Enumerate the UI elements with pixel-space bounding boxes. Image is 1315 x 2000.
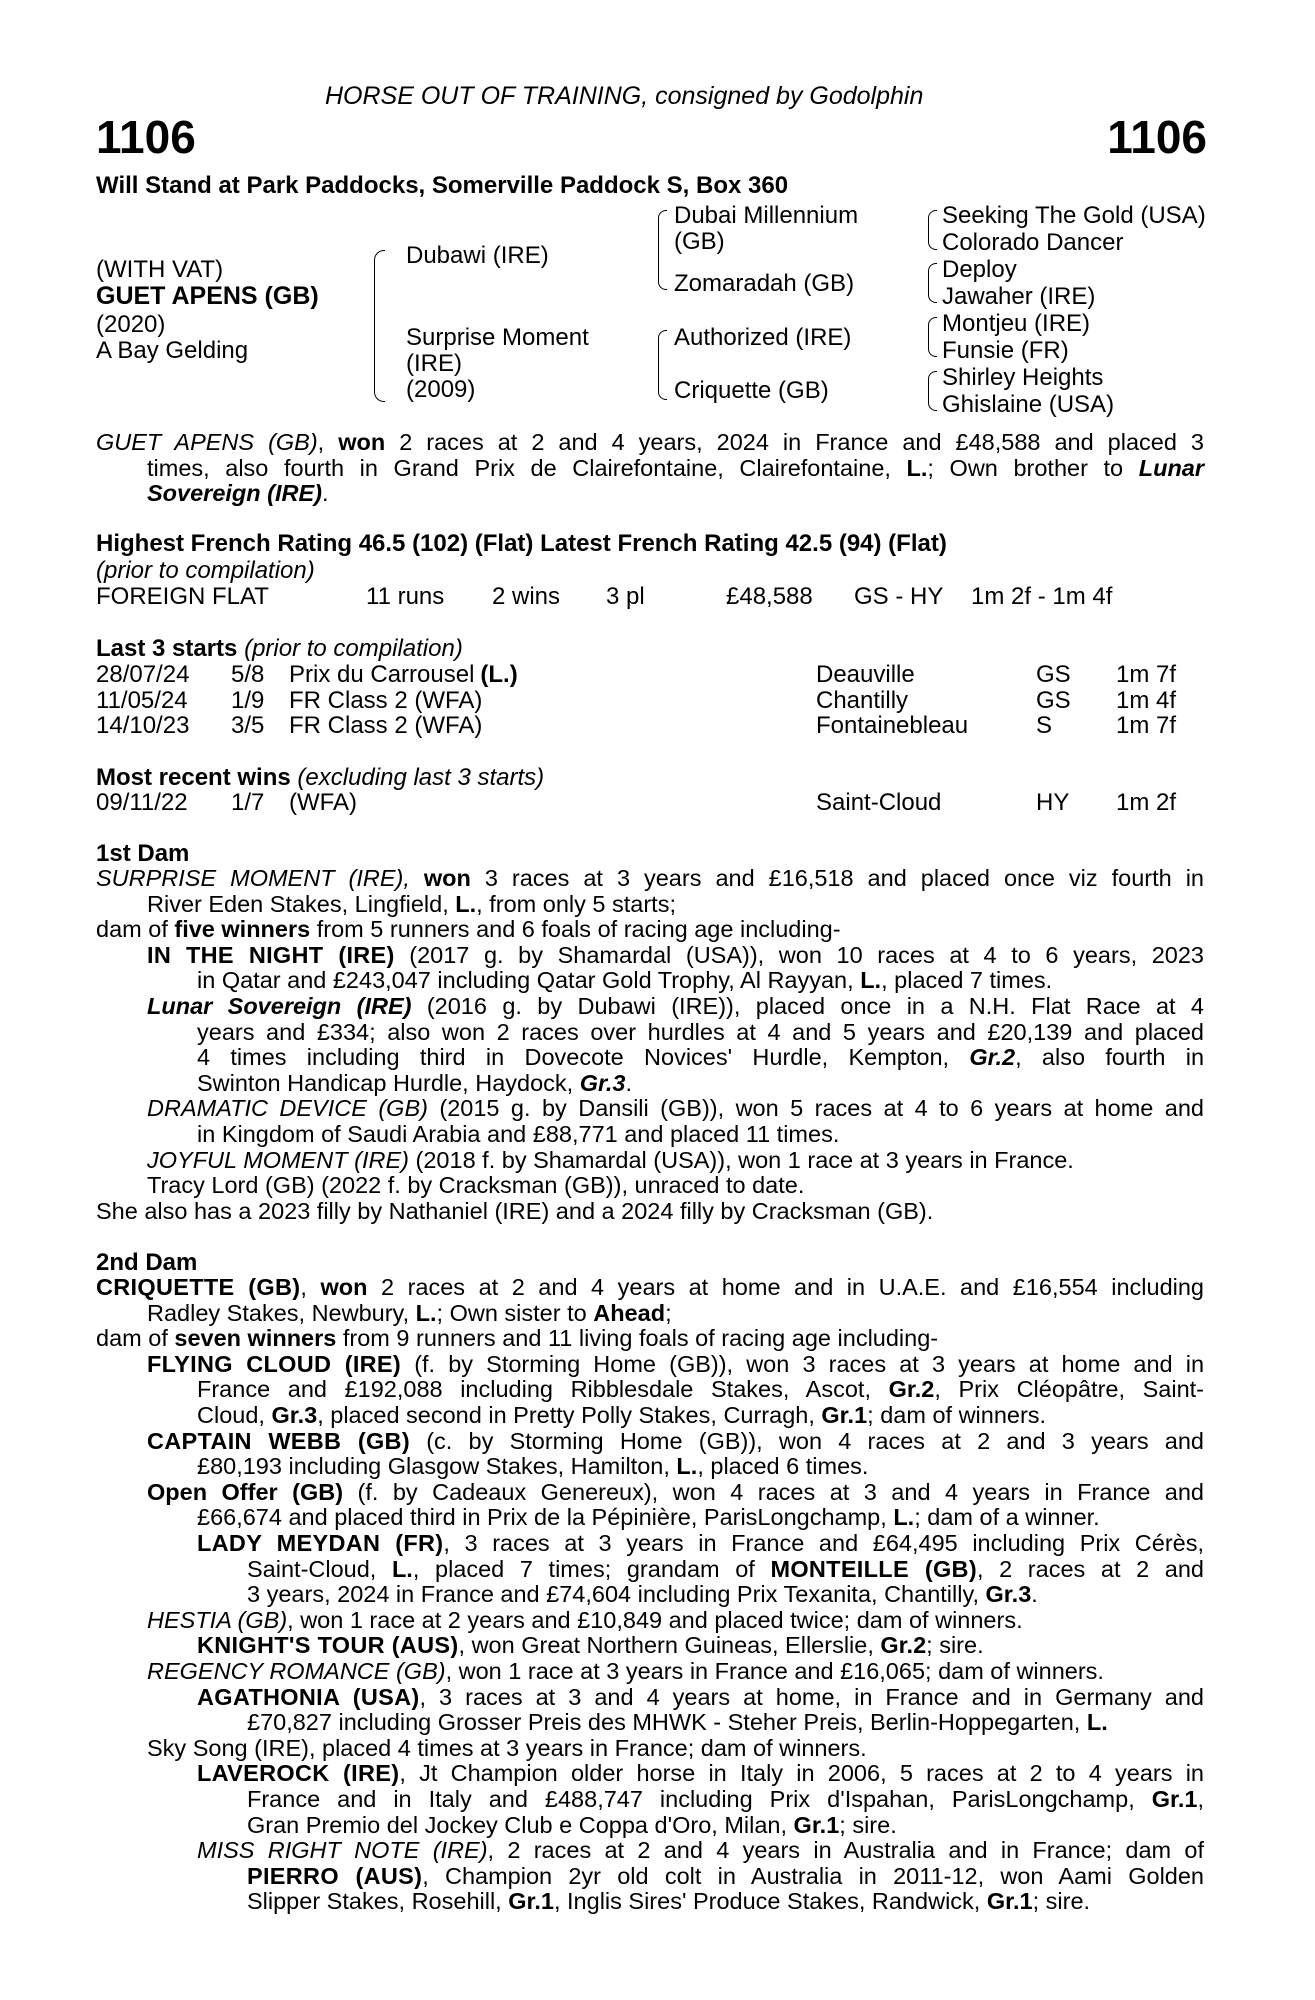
grade-label: Gr.2 <box>880 1632 927 1659</box>
produce-text: , 3 races at 3 and 4 years at home, in France and in Germany and <box>419 1683 1204 1710</box>
race-name: Prix du Carrousel <box>289 661 475 688</box>
produce-text: , won 1 race at 2 years and £10,849 and placed twice; dam of winners. <box>287 1606 1023 1633</box>
pedigree-sds: Deploy <box>942 256 1017 283</box>
grade-label: L. <box>391 1555 413 1582</box>
horse-year: (2020) <box>96 311 166 338</box>
summary-text: ; Own brother to <box>927 454 1124 481</box>
produce-text: , Jt Champion older horse in Italy in 2006, 5 races at 2 to 4 years in <box>399 1760 1204 1787</box>
grade-label: Gr.1 <box>1151 1786 1198 1812</box>
dam-text: , from only 5 starts; <box>476 890 676 917</box>
produce-text: Gran Premio del Jockey Club e Coppa d'Oro, Milan, <box>247 1811 788 1838</box>
produce-text: years and £334; also won 2 races over hurdles at 4 and 5 years and £20,139 and placed <box>197 1018 1204 1045</box>
produce-text: ; sire. <box>926 1632 984 1659</box>
produce-text: £80,193 including Glasgow Stakes, Hamilton, <box>197 1453 670 1480</box>
stat-earnings: £48,588 <box>726 583 813 610</box>
pedigree-bracket <box>658 330 667 400</box>
grade-label: L. <box>860 967 882 994</box>
race-date: 14/10/23 <box>96 712 190 740</box>
produce-name: FLYING CLOUD (IRE) <box>147 1350 402 1377</box>
pedigree-sire: Dubawi (IRE) <box>406 242 549 269</box>
produce-text: (2017 g. by Shamardal (USA)), won 10 races at 4 to 6 years, 2023 <box>409 941 1204 968</box>
consignor-heading: HORSE OUT OF TRAINING, consigned by Godolphin <box>325 82 924 110</box>
horse-description: A Bay Gelding <box>96 337 249 364</box>
stat-type: FOREIGN FLAT <box>96 583 269 610</box>
race-name: (WFA) <box>289 789 357 816</box>
race-grade: (L.) <box>480 661 518 688</box>
dam-name: CRIQUETTE (GB) <box>96 1274 301 1300</box>
pedigree-sdd: Jawaher (IRE) <box>942 283 1096 310</box>
produce-name: LADY MEYDAN (FR) <box>197 1530 444 1556</box>
produce-text: , won 1 race at 3 years in France and £16,065; dam of winners. <box>445 1658 1104 1684</box>
vat-label: (WITH VAT) <box>96 256 224 283</box>
race-row <box>96 712 1206 738</box>
horse-name: GUET APENS (GB) <box>96 282 319 310</box>
produce-text: (f. by Cadeaux Genereux), won 4 races at 3 and 4 years in France and <box>357 1478 1204 1505</box>
grade-label: Gr.1 <box>986 1888 1033 1915</box>
summary-horse-name: GUET APENS (GB) <box>96 429 318 455</box>
pedigree-dam-dam: Criquette (GB) <box>674 377 829 404</box>
recent-wins-title: Most recent wins <box>96 764 291 791</box>
race-date: 11/05/24 <box>96 686 188 714</box>
produce-name: CAPTAIN WEBB (GB) <box>147 1427 410 1454</box>
brother-name: Lunar <box>1138 454 1205 481</box>
pedigree-bracket <box>928 210 937 250</box>
grade-label: L. <box>676 1453 698 1480</box>
produce-name: KNIGHT'S TOUR (AUS) <box>197 1632 459 1659</box>
produce-text: France and £192,088 including Ribblesdale Stakes, Ascot, <box>197 1376 871 1403</box>
produce-text: ; sire. <box>839 1811 897 1838</box>
produce-text: , 3 races at 3 years in France and £64,495 including Prix Cérès, <box>443 1530 1204 1556</box>
race-position: 3/5 <box>231 712 265 740</box>
summary-text: 2 races at 2 and 4 years, 2024 in France and £48,588 and placed 3 <box>399 429 1204 455</box>
race-going: S <box>1036 712 1053 740</box>
dam-text: dam of <box>96 1325 168 1352</box>
grade-label: Gr.1 <box>821 1402 868 1428</box>
race-position: 1/7 <box>231 789 265 816</box>
produce-text: in Qatar and £243,047 including Qatar Gold Trophy, Al Rayyan, <box>197 967 854 994</box>
produce-text: £70,827 including Grosser Preis des MHWK - Steher Preis, Berlin-Hoppegarten, <box>247 1709 1081 1736</box>
produce-text: , 2 races at 2 and 4 years in Australia and in France; dam of <box>487 1837 1205 1864</box>
race-row <box>96 789 1206 815</box>
race-row <box>96 661 1206 687</box>
grade-label: L. <box>455 890 477 917</box>
produce-text: Slipper Stakes, Rosehill, <box>247 1888 502 1915</box>
produce-text: , Inglis Sires' Produce Stakes, Randwick, <box>553 1888 981 1915</box>
produce-text: £66,674 and placed third in Prix de la Pépinière, ParisLongchamp, <box>197 1504 887 1531</box>
pedigree-bracket <box>928 371 937 411</box>
produce-text: ; dam of winners. <box>867 1402 1047 1428</box>
race-distance: 1m 7f <box>1116 712 1177 740</box>
pedigree-dam-country: (IRE) <box>406 350 462 377</box>
produce-text: (2018 f. by Shamardal (USA)), won 1 race at 3 years in France. <box>415 1146 1074 1173</box>
produce-name: Lunar Sovereign (IRE) <box>147 993 412 1019</box>
pedigree-dds: Shirley Heights <box>942 364 1104 391</box>
dam-text: dam of <box>96 916 168 943</box>
produce-text: Saint-Cloud, <box>247 1555 377 1582</box>
stat-placed: 3 pl <box>606 583 645 610</box>
recent-wins-note: (excluding last 3 starts) <box>297 764 545 791</box>
produce-name: REGENCY ROMANCE (GB) <box>147 1658 446 1684</box>
produce-text: , also fourth in <box>1015 1044 1205 1071</box>
recent-wins-heading <box>96 764 544 792</box>
race-summary: GUET APENS (GB), won 2 races at 2 and 4 years, 2024 in France and £48,588 and placed 3 times, also fourth in Grand Prix de Clairefontaine, Clairefontaine, L.; Own brother to Lunar Sovereign (IRE). <box>96 429 1205 507</box>
pedigree-dsd: Funsie (FR) <box>942 337 1069 364</box>
produce-text: 4 times including third in Dovecote Novices' Hurdle, Kempton, <box>197 1044 950 1071</box>
ratings-title: Highest French Rating 46.5 (102) (Flat) Latest French Rating 42.5 (94) (Flat) <box>96 530 947 557</box>
last-starts-title: Last 3 starts <box>96 635 238 662</box>
produce-text: Sky Song (IRE), placed 4 times at 3 years in France; dam of winners. <box>147 1734 867 1761</box>
grade-label: L. <box>415 1299 437 1326</box>
last-starts-note: (prior to compilation) <box>244 635 463 662</box>
produce-text: in Kingdom of Saudi Arabia and £88,771 and placed 11 times. <box>197 1121 840 1147</box>
produce-text: (2016 g. by Dubawi (IRE)), placed once in a N.H. Flat Race at 4 <box>426 993 1204 1019</box>
grade-label: Gr.2 <box>969 1044 1016 1071</box>
produce-text: , Prix Cléopâtre, Saint- <box>934 1376 1204 1403</box>
ratings-note: (prior to compilation) <box>96 557 315 584</box>
won-label: won <box>320 1274 368 1300</box>
produce-text: Cloud, <box>197 1402 265 1428</box>
last-starts-heading <box>96 635 463 663</box>
produce-text: (2015 g. by Dansili (GB)), won 5 races at 4 to 6 years at home and <box>439 1095 1204 1122</box>
grade-label: Gr.3 <box>985 1581 1032 1608</box>
dam-name: SURPRISE MOMENT (IRE), <box>96 865 410 891</box>
won-label: won <box>423 865 471 891</box>
produce-text: , 2 races at 2 and <box>976 1555 1205 1582</box>
summary-text: times, also fourth in Grand Prix de Clairefontaine, Clairefontaine, <box>147 454 891 481</box>
race-position: 5/8 <box>231 661 265 688</box>
grade-label: L. <box>1086 1709 1108 1736</box>
produce-name: IN THE NIGHT (IRE) <box>147 941 395 968</box>
dam-text: ; <box>665 1299 672 1326</box>
produce-text: France and in Italy and £488,747 including Prix d'Ispahan, ParisLongchamp, <box>247 1786 1135 1812</box>
race-name: FR Class 2 (WFA) <box>289 686 483 714</box>
grade-label: Gr.2 <box>888 1376 935 1403</box>
produce-name: MISS RIGHT NOTE (IRE) <box>197 1837 488 1864</box>
ratings-stats-row <box>96 583 1206 611</box>
won-label: won <box>338 429 386 455</box>
dam-text: from 5 runners and 6 foals of racing age including- <box>316 916 841 943</box>
stat-going: GS - HY <box>854 583 944 610</box>
race-row <box>96 687 1206 713</box>
produce-text: . <box>625 1069 632 1096</box>
race-course: Chantilly <box>816 686 909 714</box>
dam-text: She also has a 2023 filly by Nathaniel (IRE) and a 2024 filly by Cracksman (GB). <box>96 1197 934 1224</box>
grade-label: L. <box>893 1504 915 1531</box>
produce-name: AGATHONIA (USA) <box>197 1683 420 1710</box>
race-distance: 1m 4f <box>1116 686 1177 714</box>
summary-text: . <box>321 480 329 507</box>
produce-text: 3 years, 2024 in France and £74,604 including Prix Texanita, Chantilly, <box>247 1581 979 1608</box>
pedigree-sire-sire: Dubai Millennium <box>674 202 859 229</box>
produce-text: , Champion 2yr old colt in Australia in 2011-12, won Aami Golden <box>422 1862 1204 1889</box>
produce-name: DRAMATIC DEVICE (GB) <box>147 1095 428 1122</box>
race-course: Fontainebleau <box>816 712 969 740</box>
lot-number-left: 1106 <box>96 111 196 163</box>
produce-text: , placed second in Pretty Polly Stakes, Curragh, <box>317 1402 815 1428</box>
pedigree-bracket <box>928 317 937 357</box>
first-dam-block <box>96 866 1204 1226</box>
race-distance: 1m 7f <box>1116 661 1177 688</box>
race-course: Deauville <box>816 661 915 688</box>
race-name: FR Class 2 (WFA) <box>289 712 483 740</box>
second-dam-title: 2nd Dam <box>96 1249 198 1276</box>
produce-text: ; dam of a winner. <box>914 1504 1100 1531</box>
pedigree-bracket <box>374 250 385 402</box>
stat-distance: 1m 2f - 1m 4f <box>971 583 1113 610</box>
race-going: GS <box>1036 661 1071 688</box>
pedigree-sire-sire-country: (GB) <box>674 228 725 255</box>
produce-name: Open Offer (GB) <box>147 1478 344 1505</box>
produce-name: HESTIA (GB) <box>147 1606 288 1633</box>
grade-label: L. <box>906 454 928 481</box>
dam-text: 3 races at 3 years and £16,518 and placed once viz fourth in <box>484 865 1204 891</box>
pedigree-bracket <box>658 210 667 290</box>
grade-label: Gr.3 <box>271 1402 318 1428</box>
produce-text: , <box>1197 1786 1204 1812</box>
race-date: 28/07/24 <box>96 661 190 688</box>
pedigree-sss: Seeking The Gold (USA) <box>942 202 1206 229</box>
produce-text: . <box>1031 1581 1038 1608</box>
produce-text: (c. by Storming Home (GB)), won 4 races at 2 and 3 years and <box>426 1427 1204 1454</box>
dam-text: 2 races at 2 and 4 years at home and in U.A.E. and £16,554 including <box>381 1274 1204 1300</box>
produce-name: MONTEILLE (GB) <box>770 1555 977 1582</box>
pedigree-bracket <box>928 263 937 303</box>
race-date: 09/11/22 <box>96 789 188 816</box>
pedigree-dam-sire: Authorized (IRE) <box>674 324 852 351</box>
dam-text: from 9 runners and 11 living foals of racing age including- <box>342 1325 939 1352</box>
produce-text: ; sire. <box>1032 1888 1091 1915</box>
pedigree-ddd: Ghislaine (USA) <box>942 391 1115 418</box>
first-dam-title: 1st Dam <box>96 840 190 867</box>
sister-name: Ahead <box>593 1299 666 1326</box>
pedigree-dam: Surprise Moment <box>406 324 589 351</box>
race-position: 1/9 <box>231 686 265 714</box>
dam-text: ; Own sister to <box>436 1299 587 1326</box>
grade-label: Gr.1 <box>508 1888 554 1915</box>
second-dam-block: CRIQUETTE (GB), won 2 races at 2 and 4 years at home and in U.A.E. and £16,554 including Radley Stakes, Newbury, L.; Own sister to Ahead; dam of seven winners from 9 runners and 11 living foals of racing age including- FLYING CLOUD (IRE) (f. by Storming Home (GB)), won 3 races at 3 years at home and in France and £192,088 including Ribblesdale Stakes, Ascot, Gr.2, Prix Cléopâtre, Saint- Cloud, Gr.3, placed second in Pretty Polly Stakes, Curragh, Gr.1; dam of winners. CAPTAIN WEBB (GB) (c. by Storming Home (GB)), won 4 races at 2 and 3 years and £80,193 including Glasgow Stakes, Hamilton, L., placed 6 times. Open Offer (GB) (f. by Cadeaux Genereux), won 4 races at 3 and 4 years in France and £66,674 and placed third in Prix de la Pépinière, ParisLongchamp, L.; dam of a winner. LADY MEYDAN (FR), 3 races at 3 years in France and £64,495 including Prix Cérès, Saint-Cloud, L., placed 7 times; grandam of MONTEILLE (GB), 2 races at 2 and 3 years, 2024 in France and £74,604 including Prix Texanita, Chantilly, Gr.3. HESTIA (GB), won 1 race at 2 years and £10,849 and placed twice; dam of winners. KNIGHT'S TOUR (AUS), won Great Northern Guineas, Ellerslie, Gr.2; sire. REGENCY ROMANCE (GB), won 1 race at 3 years in France and £16,065; dam of winners. AGATHONIA (USA), 3 races at 3 and 4 years at home, in France and in Germany and £70,827 including Grosser Preis des MHWK - Steher Preis, Berlin-Hoppegarten, L. Sky Song (IRE), placed 4 times at 3 years in France; dam of winners. LAVEROCK (IRE), Jt Champion older horse in Italy in 2006, 5 races at 2 to 4 years in France and in Italy and £488,747 including Prix d'Ispahan, ParisLongchamp, Gr.1, Gran Premio del Jockey Club e Coppa d'Oro, Milan, Gr.1; sire. MISS RIGHT NOTE (IRE), 2 races at 2 and 4 years in Australia and in France; dam of PIERRO (AUS), Champion 2yr old colt in Australia in 2011-12, won Aami Golden Slipper Stakes, Rosehill, Gr.1, Inglis Sires' Produce Stakes, Randwick, Gr.1; sire. <box>96 1274 1205 1915</box>
winners-count: five winners <box>174 916 311 943</box>
stat-wins: 2 wins <box>492 583 561 610</box>
pedigree-dam-year: (2009) <box>406 376 476 403</box>
pedigree-sire-dam: Zomaradah (GB) <box>674 270 855 297</box>
race-distance: 1m 2f <box>1116 789 1177 816</box>
produce-text: , placed 6 times. <box>697 1453 869 1480</box>
race-going: HY <box>1036 789 1070 816</box>
lot-number-right: 1106 <box>1107 111 1207 163</box>
stat-runs: 11 runs <box>366 583 445 610</box>
pedigree-dss: Montjeu (IRE) <box>942 310 1091 337</box>
grade-label: Gr.1 <box>793 1811 840 1838</box>
produce-text: , placed 7 times. <box>881 967 1053 994</box>
produce-name: LAVEROCK (IRE) <box>197 1760 400 1787</box>
produce-text: (f. by Storming Home (GB)), won 3 races at 3 years at home and in <box>414 1350 1205 1377</box>
race-course: Saint-Cloud <box>816 789 942 816</box>
produce-text: , won Great Northern Guineas, Ellerslie, <box>458 1632 874 1659</box>
race-going: GS <box>1036 686 1071 714</box>
dam-text: Radley Stakes, Newbury, <box>147 1299 410 1326</box>
produce-text: Swinton Handicap Hurdle, Haydock, <box>197 1069 574 1096</box>
brother-name: Sovereign (IRE) <box>147 480 322 507</box>
produce-name: JOYFUL MOMENT (IRE) <box>147 1146 409 1173</box>
grade-label: Gr.3 <box>579 1069 626 1096</box>
produce-name: PIERRO (AUS) <box>247 1862 423 1889</box>
winners-count: seven winners <box>174 1325 337 1352</box>
produce-text: Tracy Lord (GB) (2022 f. by Cracksman (GB)), unraced to date. <box>147 1172 805 1199</box>
produce-text: , placed 7 times; grandam of <box>412 1555 755 1582</box>
race-name-cell <box>289 661 518 689</box>
dam-text: River Eden Stakes, Lingfield, <box>147 890 449 917</box>
pedigree-ssd: Colorado Dancer <box>942 229 1124 256</box>
location-line: Will Stand at Park Paddocks, Somerville Paddock S, Box 360 <box>96 172 789 199</box>
